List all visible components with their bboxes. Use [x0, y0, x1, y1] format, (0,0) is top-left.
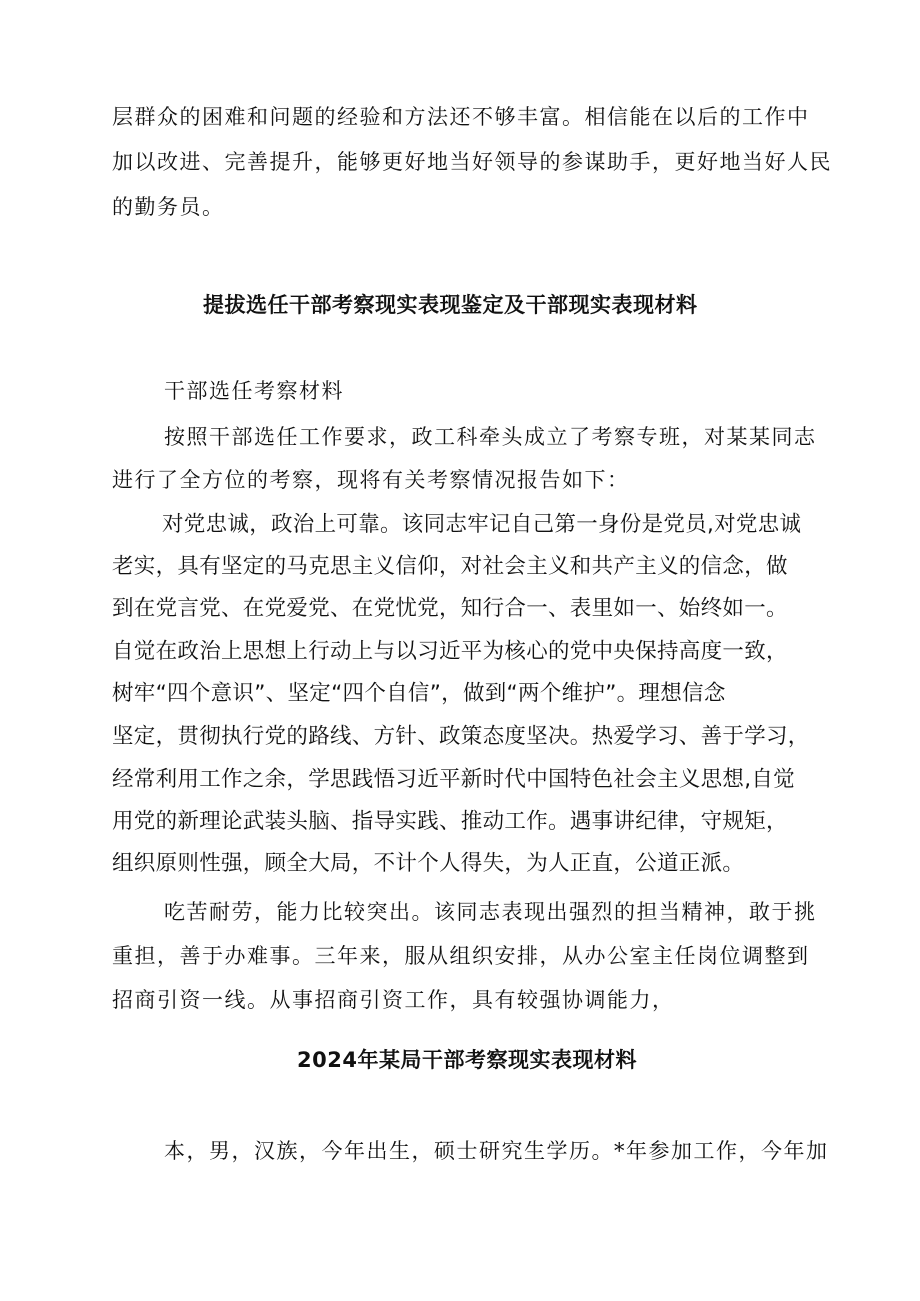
section1-para3-line-1: 吃苦耐劳，能力比较突出。该同志表现出强烈的担当精神，敢于挑	[164, 900, 817, 924]
section1-para3-line-3: 招商引资一线。从事招商引资工作，具有较强协调能力，	[112, 988, 675, 1012]
section1-subtitle: 干部选任考察材料	[164, 379, 344, 403]
intro-line-3: 的勤务员。	[112, 195, 225, 219]
section1-para2-line-5: 树牢“四个意识”、坚定“四个自信”，做到“两个维护”。理想信念	[112, 681, 726, 706]
section1-para2-line-8: 用党的新理论武装头脑、指导实践、推动工作。遇事讲纪律，守规矩，	[112, 809, 788, 834]
section1-para1-line-1: 按照干部选任工作要求，政工科牵头成立了考察专班，对某某同志	[164, 425, 817, 449]
section1-para2-line-2: 老实，具有坚定的马克思主义信仰，对社会主义和共产主义的信念，做	[112, 554, 788, 579]
intro-line-2: 加以改进、完善提升，能够更好地当好领导的参谋助手，更好地当好人民	[112, 150, 832, 174]
intro-line-1: 层群众的困难和问题的经验和方法还不够丰富。相信能在以后的工作中	[112, 105, 810, 129]
section1-para1-line-2: 进行了全方位的考察，现将有关考察情况报告如下：	[112, 468, 630, 492]
section1-para2-line-3: 到在党言党、在党爱党、在党忧党，知行合一、表里如一、始终如一。	[112, 596, 788, 621]
section1-para2-line-4: 自觉在政治上思想上行动上与以习近平为核心的党中央保持高度一致，	[112, 639, 788, 664]
section2-title: 2024年某局干部考察现实表现材料	[297, 1048, 637, 1072]
section1-para2-line-9: 组织原则性强，顾全大局，不计个人得失，为人正直，公道正派。	[112, 851, 745, 876]
section1-para2-line-1: 对党忠诚，政治上可靠。该同志牢记自己第一身份是党员,对党忠诚	[162, 512, 802, 537]
section2-para1-line-1: 本，男，汉族，今年出生，硕士研究生学历。*年参加工作，今年加	[164, 1139, 829, 1163]
section1-para3-line-2: 重担，善于办难事。三年来，服从组织安排，从办公室主任岗位调整到	[112, 944, 810, 968]
section1-title: 提拔选任干部考察现实表现鉴定及干部现实表现材料	[203, 293, 698, 317]
section1-para2-line-7: 经常利用工作之余，学思践悟习近平新时代中国特色社会主义思想,自觉	[112, 767, 795, 792]
section1-para2-line-6: 坚定，贯彻执行党的路线、方针、政策态度坚决。热爱学习、善于学习，	[112, 724, 810, 749]
